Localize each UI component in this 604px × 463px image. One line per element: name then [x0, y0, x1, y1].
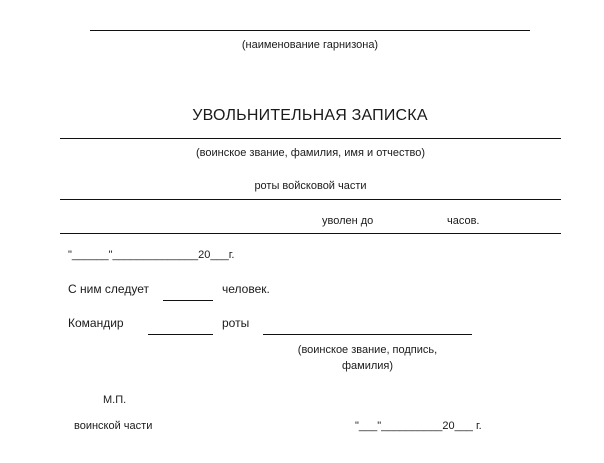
accompany-count-line — [163, 300, 213, 301]
company-label: роты — [222, 316, 250, 330]
dismissed-line — [60, 233, 561, 234]
seal-mark: М.П. — [103, 394, 127, 406]
garrison-caption: (наименование гарнизона) — [241, 39, 379, 51]
signature-caption-1: (воинское звание, подпись, — [297, 344, 438, 356]
dismissed-until-label: уволен до — [322, 215, 374, 227]
signature-line — [263, 334, 472, 335]
unit-company-text: роты войсковой части — [254, 180, 367, 192]
signature-caption-2: фамилия) — [341, 360, 394, 372]
military-unit-label: воинской части — [74, 420, 153, 432]
accompany-prefix: С ним следует — [68, 282, 149, 296]
rank-name-caption: (воинское звание, фамилия, имя и отчество) — [195, 147, 425, 159]
document-title: УВОЛЬНИТЕЛЬНАЯ ЗАПИСКА — [192, 107, 428, 124]
rank-name-line — [60, 138, 561, 139]
accompany-suffix: человек. — [222, 282, 270, 296]
date-line: "______"______________20___г. — [68, 249, 235, 261]
commander-company-line — [148, 334, 213, 335]
bottom-date-line: "___"__________20___ г. — [355, 420, 482, 432]
unit-line — [60, 199, 561, 200]
hours-label: часов. — [447, 215, 480, 227]
garrison-line — [90, 30, 530, 31]
commander-label: Командир — [68, 316, 124, 330]
